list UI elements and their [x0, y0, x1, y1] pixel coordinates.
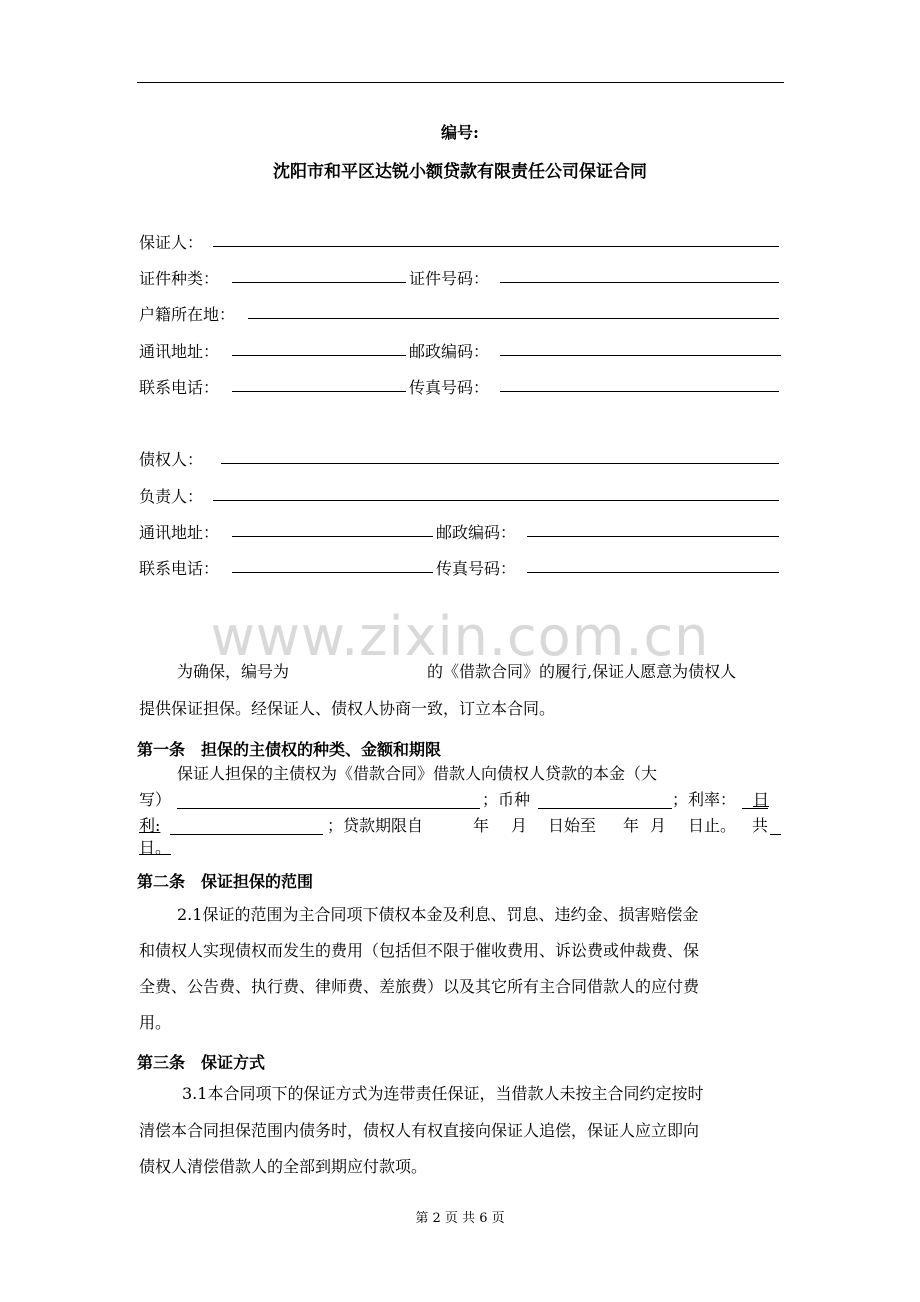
principal-amount-line	[177, 808, 480, 809]
guarantor-household-line	[248, 318, 779, 319]
guarantor-id-no-label: 证件号码：	[409, 269, 490, 288]
article1-line3-total: 共	[752, 816, 769, 835]
preamble-part2: 的《借款合同》的履行,保证人愿意为债权人	[427, 662, 737, 681]
article1-line2-a: 写）	[139, 790, 172, 809]
article1-line1: 保证人担保的主债权为《借款合同》借款人向债权人贷款的本金（大	[177, 764, 658, 783]
guarantor-phone-label: 联系电话：	[139, 378, 220, 397]
article1-line2-b: ；币种	[482, 790, 531, 809]
creditor-phone-line	[232, 572, 433, 573]
creditor-fax-line	[527, 572, 779, 573]
article1-line2-c: ；利率：	[672, 790, 737, 809]
creditor-principal-label: 负责人：	[139, 487, 204, 506]
guarantor-fax-line	[500, 391, 779, 392]
creditor-name-line	[221, 463, 779, 464]
daily-rate-line	[170, 834, 323, 835]
article1-line3-day1: 日始至	[548, 816, 597, 835]
guarantor-name-label: 保证人：	[139, 233, 204, 252]
article2-line: 2.1保证的范围为主合同项下债权本金及利息、罚息、违约金、损害赔偿金	[177, 905, 699, 924]
article2-title: 第二条 保证担保的范围	[137, 872, 314, 891]
preamble-line2: 提供保证担保。经保证人、债权人协商一致，订立本合同。	[139, 699, 556, 718]
creditor-principal-line	[213, 500, 779, 501]
article1-line2-d: 日	[753, 790, 770, 809]
creditor-postcode-line	[527, 536, 779, 537]
creditor-address-label: 通讯地址：	[139, 523, 220, 542]
guarantor-id-type-line	[232, 282, 406, 283]
preamble-part1: 为确保，编号为	[177, 662, 290, 681]
guarantor-household-label: 户籍所在地：	[139, 305, 236, 324]
guarantor-phone-line	[232, 391, 406, 392]
contract-title: 沈阳市和平区达锐小额贷款有限责任公司保证合同	[273, 162, 647, 182]
article2-line: 用。	[139, 1013, 172, 1032]
contract-number-label: 编号:	[441, 123, 479, 142]
guarantor-address-label: 通讯地址：	[139, 342, 220, 361]
article1-line3-month2: 月	[650, 816, 667, 835]
creditor-phone-label: 联系电话：	[139, 559, 220, 578]
article2-line: 全费、公告费、执行费、律师费、差旅费）以及其它所有主合同借款人的应付费	[139, 977, 700, 996]
article1-line3-day2: 日止。	[688, 816, 737, 835]
creditor-address-line	[232, 536, 433, 537]
watermark: www.zixin.com.cn	[210, 605, 710, 668]
article3-title: 第三条 保证方式	[137, 1053, 266, 1072]
article1-line3-year1: 年	[473, 816, 490, 835]
article3-line: 清偿本合同担保范围内债务时，债权人有权直接向保证人追偿，保证人应立即向	[139, 1121, 700, 1140]
guarantor-name-line	[213, 246, 779, 247]
article1-line3-a: 利:	[139, 816, 161, 835]
article1-line3-month1: 月	[511, 816, 528, 835]
total-days-unit: 日。	[139, 838, 172, 857]
creditor-postcode-label: 邮政编码：	[436, 523, 517, 542]
article3-line: 3.1本合同项下的保证方式为连带责任保证，当借款人未按主合同约定按时	[182, 1084, 704, 1103]
guarantor-fax-label: 传真号码：	[409, 378, 490, 397]
guarantor-address-line	[232, 355, 406, 356]
total-days-line	[770, 834, 781, 835]
article3-line: 债权人清偿借款人的全部到期应付款项。	[139, 1157, 428, 1176]
currency-line	[538, 808, 672, 809]
guarantor-id-no-line	[500, 282, 779, 283]
guarantor-postcode-label: 邮政编码：	[409, 342, 490, 361]
article1-line4	[139, 840, 171, 856]
article2-line: 和债权人实现债权而发生的费用（包括但不限于催收费用、诉讼费或仲裁费、保	[139, 941, 700, 960]
page-number: 第 2 页 共 6 页	[415, 1211, 505, 1226]
creditor-name-label: 债权人：	[139, 450, 204, 469]
guarantor-postcode-line	[500, 355, 781, 356]
header-rule	[137, 82, 784, 83]
guarantor-id-type-label: 证件种类：	[139, 269, 220, 288]
article1-line3-year2: 年	[623, 816, 640, 835]
article1-title: 第一条 担保的主债权的种类、金额和期限	[137, 740, 442, 759]
creditor-fax-label: 传真号码：	[436, 559, 517, 578]
article1-line3-b: ；贷款期限自	[327, 816, 424, 835]
